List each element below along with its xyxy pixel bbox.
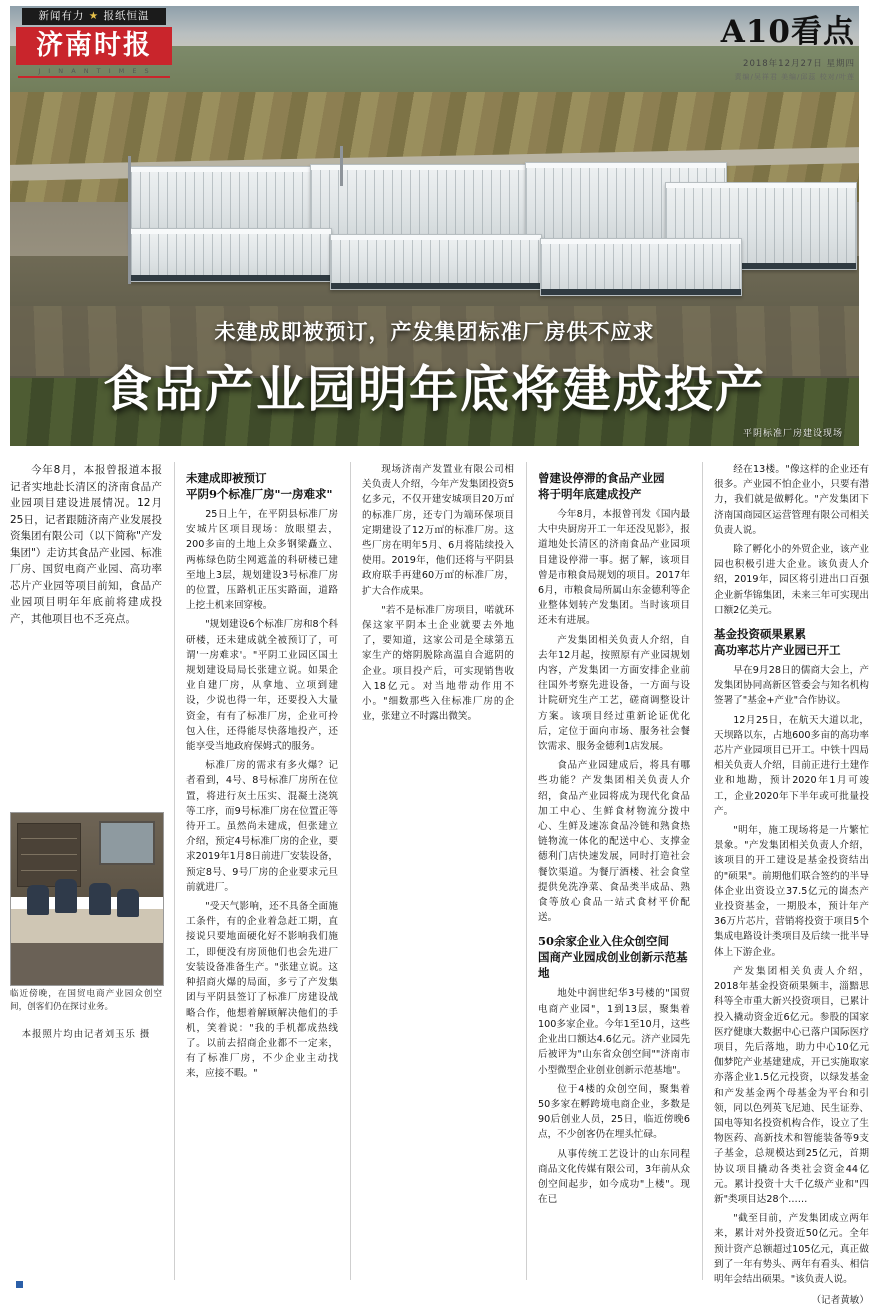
hero-headline: 食品产业园明年底将建成投产 xyxy=(102,360,766,418)
column-5 xyxy=(714,462,869,1307)
column-1 xyxy=(10,462,162,1282)
subhead-3-line-2: 国商产业园成创业创新示范基地 xyxy=(538,950,688,981)
column-3 xyxy=(362,462,514,1282)
subhead-4-line-1: 基金投资硕果累累 xyxy=(714,627,806,642)
gantry-post xyxy=(128,156,131,284)
editor-credit: 责编/吴祥君 美编/邱蕊 校对/叶莲 xyxy=(734,73,855,81)
hero-photo-caption: 平阴标准厂房建设现场 xyxy=(742,429,843,439)
section-number: A10 xyxy=(720,14,791,50)
masthead xyxy=(0,0,869,92)
photo-person xyxy=(117,889,139,917)
factory-shed xyxy=(130,228,332,282)
subhead-2-line-2: 将于明年底建成投产 xyxy=(538,487,642,501)
paragraph: "明年，施工现场将是一片繁忙景象。"产发集团相关负责人介绍，该项目的开工建设是基金投资结出的"硕果"。前期他们联合签约的半导体企业出资设立37.5亿元的崮杰产业投资基金，一期股本，预计年产36万片芯片，营销将投资于项目5个集成电路设计类项目及后续一批半导体上下游企业。 xyxy=(714,825,869,958)
photo-floor xyxy=(11,943,163,985)
masthead-tagline xyxy=(22,8,166,25)
subhead-3-line-1: 50余家企业入住众创空间 xyxy=(538,934,670,949)
paragraph: 12月25日，在航天大道以北，天坝路以东，占地600多亩的高功率芯片产业园项目已开工。中铁十四局相关负责人介绍，目前正进行土建作业和地勘，预计2020年1月可竣工，企业2020年下半年或可批量投产。 xyxy=(714,714,869,817)
paragraph: "受天气影响，还不具备全面施工条件，有的企业着急赶工期，直接说只要地面硬化好不影响我们施工，即便没有房顶他们也会先进厂安装设备准备生产。"张建立说。这种招商火爆的局面，多亏了产发集团与平阴县签订了标准厂房建设战略合作，他想着解顾解决他们的手机，笑着说："我的手机都成热线了。以前去招商企业都不一定来，有了标准厂房，不少企业主动找来，应接不暇。" xyxy=(186,901,338,1080)
article-body xyxy=(10,462,869,1307)
paragraph: 经在13楼。"像这样的企业还有很多。产业园不怕企业小，只要有潜力，我们就是做孵化。"产发集团下济南国商园区运营管理有限公司相关负责人说。 xyxy=(714,464,869,536)
secondary-photo xyxy=(10,812,164,986)
factory-shed xyxy=(540,238,742,296)
column-divider xyxy=(702,462,703,1280)
subhead-3 xyxy=(538,933,690,981)
lead-paragraph: 今年8月，本报曾报道本报记者实地赴长清区的济南食品产业园项目建设进展情况。12月25日，记者跟随济南产业发展投资集团有限公司（以下简称"产发集团"）走访其食品产业园、标准厂房、国贸电商产业园、高功率芯片产业园等项目前知，食品产业园项目明年年底前将建成投产，其他项目也不乏亮点。 xyxy=(10,464,162,625)
paragraph: 从事传统工艺设计的山东同程商品文化传媒有限公司，3年前从众创空间起步，如今成功"上楼"。现在已 xyxy=(538,1148,690,1206)
column-4 xyxy=(538,462,690,1282)
subhead-1-line-1: 未建成即被预订 xyxy=(186,471,267,485)
hero-kicker: 未建成即被预订，产发集团标准厂房供不应求 xyxy=(214,319,655,344)
column-divider xyxy=(526,462,527,1280)
paragraph: "若不是标准厂房项目，喏就环保这家平阴本土企业就要去外地了，要知道，这家公司是全球第五家生产的熔阴脱除高温自合遮阴的企业。项目投产后，可实现销售收入18亿元。对当地带动作用不小。"细数那些入住标准厂房的企业，张建立不时露出微笑。 xyxy=(362,604,514,723)
paragraph: 产发集团相关负责人介绍，2018年基金投资硕果频丰，淄黯思科等全市重大新兴投资项目，已累计投入撬动资金近6亿元。参股的国家医疗健康大数据中心已落户国际医疗项目，先后落地，助力中心10亿元伽梦陀产业基建建成，开已实施取家亦落企业1.5亿元投资，以绿发基金和产发基金两个母基金为平台和引领，同以色列英飞尼迪、民生证券、国电等知名投资机构合作，设立了生物医药、高新技术和智能装备等9支子基金，总规模达到25亿元，首期协议项目撬动各类社会资金44亿元。累计投资十大千亿级产业和"四新"类项目达28个…… xyxy=(714,965,869,1205)
secondary-photo-caption: 临近傍晚，在国贸电商产业园众创空间，创客们仍在探讨业务。 xyxy=(10,989,162,1012)
issue-date: 2018年12月27日 星期四 xyxy=(743,59,855,69)
photo-credit: 本报照片均由记者刘玉乐 摄 xyxy=(21,1029,151,1040)
star-icon: ★ xyxy=(88,10,100,22)
byline-signoff: （记者黄敏） xyxy=(811,1295,869,1307)
paragraph: 今年8月，本报曾刊发《国内最大中央厨房开工一年还没见影》，报道地处长清区的济南食品产业园项目建设停滞一事。据了解，该项目曾是市粮食局规划的项目。2017年6月，市粮食局所属山东金德利等企业整体划转产发集团。当时该项目还未有进展。 xyxy=(538,509,690,627)
section-header xyxy=(555,6,855,82)
paragraph: 标准厂房的需求有多火爆？记者看到，4号、8号标准厂房所在位置，将进行灰土压实、混凝土浇筑等工序，而9号标准厂房在位置正等待开工。虽然尚未建成，但张建立介绍，预定4号标准厂房的企业，要求2019年1月8日前进厂安装设备，预定8号、9号厂房的企业要求元旦前就进厂。 xyxy=(186,760,338,893)
article-lead xyxy=(10,462,162,627)
tagline-left: 新闻有力 xyxy=(38,10,85,22)
section-word: 看点 xyxy=(791,14,855,50)
paragraph: 产发集团相关负责人介绍，自去年12月起，按照原有产业园规划内容，产发集团一方面安排企业前往国外考察先进设备，一方面与设计院研究生产工艺，磋商调整设计方案。该项目经过重新论证优化后，定位于面向市场、服务社会餐饮需求、服务金德利1店发展。 xyxy=(538,634,690,753)
column-2 xyxy=(186,462,338,1282)
subhead-4 xyxy=(714,626,869,658)
column-divider xyxy=(174,462,175,1280)
factory-shed xyxy=(330,234,542,290)
paragraph: 地处中润世纪华3号楼的"国贸电商产业园"，1到13层，聚集着100多家企业。今年1至10月，这些企业出口额达4.6亿元。济产业园先后被评为"山东省众创空间""济南市小型微型企业创业创新示范基地"。 xyxy=(538,988,690,1076)
subhead-4-line-2: 高功率芯片产业园已开工 xyxy=(714,643,841,658)
paragraph: 位于4楼的众创空间，聚集着50多家在孵跨境电商企业，多数是90后创业人员，25日，临近傍晚6点，不少创客仍在埋头忙碌。 xyxy=(538,1083,690,1141)
tagline-right: 报纸恒温 xyxy=(103,10,150,22)
gantry-post xyxy=(340,146,343,186)
logo-subtitle: J I N A N T I M E S xyxy=(38,67,152,75)
newspaper-logo[interactable] xyxy=(10,4,160,82)
photo-person xyxy=(89,883,111,915)
paragraph: 25日上午，在平阴县标准厂房安城片区项目现场：放眼望去，200多亩的土地上众多钢梁矗立、两栋绿色防尘网遮盖的科研楼已建至地上3层，规划建设3号标准厂房的位置，压路机正压实路面，道路上挖土机来回穿梭。 xyxy=(186,509,338,612)
paragraph: "规划建设6个标准厂房和8个科研楼，还未建成就全被预订了，可谓'一房难求'。"平阴工业园区国土规划建设局局长张建立说。如果企业自建厂房，从拿地、立项到建设，少说也得一年，还要投入大量资金，有有了标准厂房，企业可拎包入住，还得能尽快落地投产，还能享受当地政府保姆式的服务。 xyxy=(186,619,338,753)
subhead-1 xyxy=(186,470,338,502)
section-title xyxy=(555,6,855,51)
photo-window xyxy=(99,821,155,865)
paragraph: "截至目前，产发集团成立两年来，累计对外投资近50亿元。全年预计资产总额超过105亿元，真正做到了一年有势头、两年有看头、相信明年会结出硕果。"该负责人说。 xyxy=(714,1213,869,1285)
photo-person xyxy=(27,885,49,915)
paragraph: 现场济南产发置业有限公司相关负责人介绍，今年产发集团投资5亿多元，不仅开建安城项目20万㎡的标准厂房，还专门为端环保项目定期建设了12万㎡的标准厂房。这些厂房在明年5月、6月将陆续投入使用。2019年，他们还将与平阴县政府联手再建60万㎡的标准厂房，扩大合作成果。 xyxy=(362,464,514,597)
paragraph: 食品产业园建成后，将具有哪些功能？产发集团相关负责人介绍，食品产业园将成为现代化食品加工中心、生鲜食材物流分拨中心、生鲜及速冻食品冷链和熟食热链物流一体化的配送中心、支撑金德利门店快速发展，同时打造社会餐饮渠道。为餐厅酒楼、社会食堂提供免洗净菜、食品类半成品、熟食等放心食品一站式食材平价配送。 xyxy=(538,760,690,924)
subhead-1-line-2: 平阴9个标准厂房"一房难求" xyxy=(186,487,333,501)
paragraph: 早在9月28日的儒商大会上，产发集团协同高新区管委会与知名机构签署了"基金+产业"合作协议。 xyxy=(714,665,869,707)
subhead-2-line-1: 曾建设停滞的食品产业园 xyxy=(538,471,665,485)
logo-wordmark: 济南时报 xyxy=(16,27,172,65)
photo-person xyxy=(55,879,77,913)
page-corner-mark xyxy=(16,1281,23,1288)
photo-shelf xyxy=(17,823,81,887)
paragraph: 除了孵化小的外贸企业，该产业园也积极引进大企业。该负责人介绍，2019年，园区将引进出口百强企业新华锦集团，未来三年可实现出口额2亿美元。 xyxy=(714,544,869,616)
column-divider xyxy=(350,462,351,1280)
logo-rule xyxy=(18,76,170,78)
subhead-2 xyxy=(538,470,690,502)
